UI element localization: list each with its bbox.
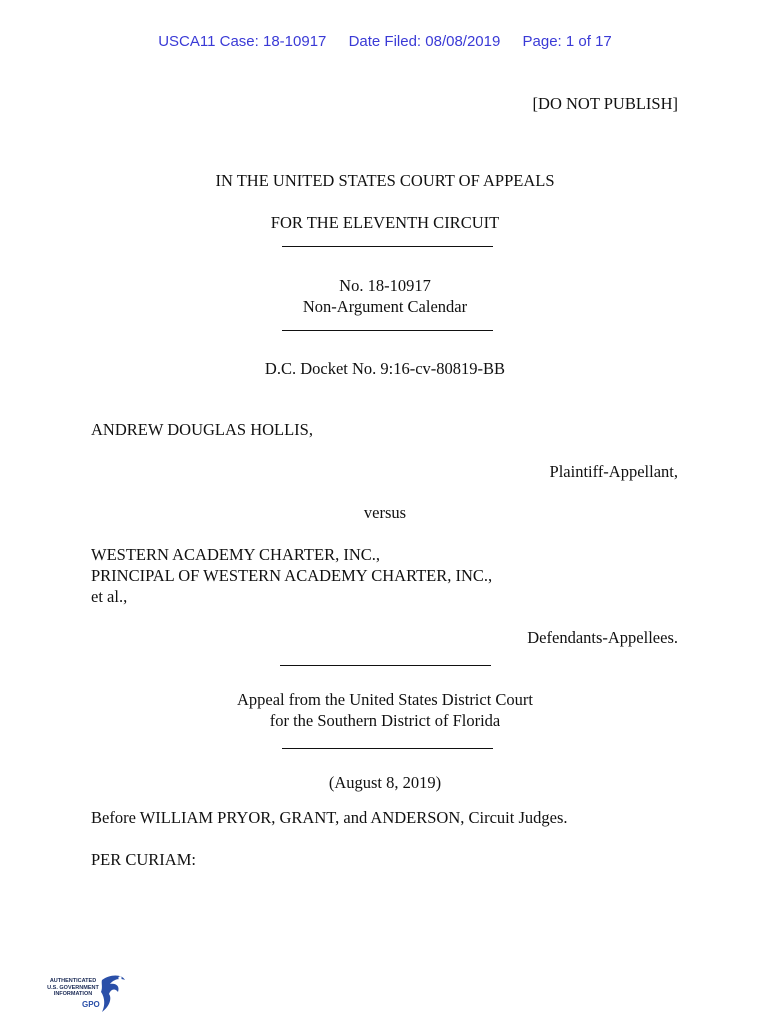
panel-judges: Before WILLIAM PRYOR, GRANT, and ANDERSON, Circuit Judges. <box>91 808 568 827</box>
appeal-origin-line2: for the Southern District of Florida <box>269 711 501 730</box>
gpo-logo-text <box>42 978 104 998</box>
per-curiam-heading: PER CURIAM: <box>91 850 196 869</box>
publication-notice: [DO NOT PUBLISH] <box>532 94 678 113</box>
date-filed-stamp: Date Filed: 08/08/2019 <box>348 33 501 50</box>
gpo-logo-line3: INFORMATION <box>53 991 93 997</box>
calendar-type: Non-Argument Calendar <box>302 297 468 316</box>
case-number: No. 18-10917 <box>339 276 431 295</box>
header-stamp <box>0 33 770 50</box>
case-number-stamp: USCA11 Case: 18-10917 <box>158 33 327 50</box>
plaintiff-name: ANDREW DOUGLAS HOLLIS, <box>91 420 313 439</box>
defendant-name-line1: WESTERN ACADEMY CHARTER, INC., <box>91 545 380 564</box>
plaintiff-role: Plaintiff-Appellant, <box>549 462 678 481</box>
appeal-origin-line1: Appeal from the United States District Court <box>236 690 534 709</box>
decision-date: (August 8, 2019) <box>328 773 442 792</box>
separator-rule <box>282 246 493 247</box>
versus-label: versus <box>363 503 407 522</box>
gpo-logo-mark: GPO <box>82 1000 100 1009</box>
defendant-name-line2: PRINCIPAL OF WESTERN ACADEMY CHARTER, INC., <box>91 566 493 585</box>
circuit-name: FOR THE ELEVENTH CIRCUIT <box>270 213 500 232</box>
separator-rule <box>282 330 493 331</box>
defendant-name-line3: et al., <box>91 587 128 606</box>
separator-rule <box>280 665 491 666</box>
defendant-role: Defendants-Appellees. <box>527 628 678 647</box>
separator-rule <box>282 748 493 749</box>
court-name: IN THE UNITED STATES COURT OF APPEALS <box>215 171 555 190</box>
gpo-logo-line1: AUTHENTICATED <box>49 978 97 984</box>
gpo-authentication-logo <box>42 972 132 1018</box>
docket-number: D.C. Docket No. 9:16-cv-80819-BB <box>264 359 506 378</box>
page-count-stamp: Page: 1 of 17 <box>522 33 612 50</box>
eagle-icon <box>98 972 128 1016</box>
gpo-logo-line2: U.S. GOVERNMENT <box>47 984 99 991</box>
